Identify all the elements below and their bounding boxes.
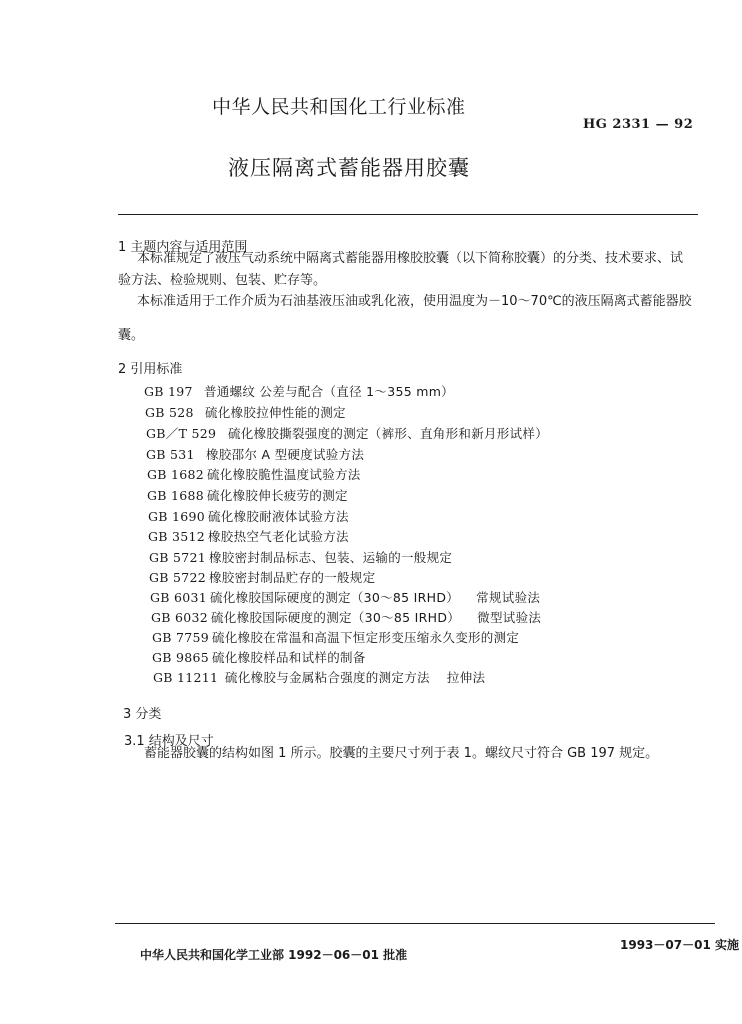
reference-item (145, 403, 346, 421)
reference-title: 硫化橡胶国际硬度的测定（30～85 IRHD） 常规试验法 (210, 590, 541, 605)
reference-item (152, 648, 366, 666)
document-title: 液压隔离式蓄能器用胶囊 (228, 156, 470, 180)
reference-title: 硫化橡胶伸长疲劳的测定 (207, 488, 348, 503)
reference-code: GB 7759 (152, 630, 210, 645)
reference-code: GB 1690 (148, 509, 206, 524)
header-divider (118, 214, 698, 215)
reference-code: GB／T 529 (146, 426, 217, 441)
reference-item (149, 568, 375, 586)
section-3-1-text: 蓄能器胶囊的结构如图 1 所示。胶囊的主要尺寸列于表 1。螺纹尺寸符合 GB 197 规定。 (144, 746, 659, 761)
reference-item (149, 548, 452, 566)
reference-code: GB 3512 (148, 529, 206, 544)
reference-code: GB 197 (144, 384, 193, 399)
reference-title: 普通螺纹 公差与配合（直径 1～355 mm） (204, 384, 454, 399)
reference-item (150, 588, 540, 606)
reference-code: GB 11211 (153, 670, 219, 685)
reference-code: GB 9865 (152, 650, 210, 665)
section-1-heading: 1 主题内容与适用范围 (118, 240, 248, 255)
reference-item (146, 445, 364, 463)
footer-divider (115, 923, 715, 924)
reference-title: 硫化橡胶国际硬度的测定（30～85 IRHD） 微型试验法 (211, 610, 542, 625)
reference-item (151, 608, 541, 626)
section-1-para-2-line-2: 囊。 (118, 328, 145, 343)
reference-code: GB 1688 (147, 488, 205, 503)
reference-title: 硫化橡胶与金属粘合强度的测定方法 拉伸法 (225, 670, 486, 685)
reference-item (146, 424, 548, 442)
reference-title: 橡胶密封制品标志、包装、运输的一般规定 (209, 550, 453, 565)
reference-item (147, 465, 361, 483)
approval-statement: 中华人民共和国化学工业部 1992－06－01 批准 (140, 948, 408, 962)
implementation-date: 1993－07－01 实施 (620, 938, 739, 952)
reference-title: 硫化橡胶脆性温度试验方法 (207, 467, 361, 482)
reference-title: 硫化橡胶耐液体试验方法 (208, 509, 349, 524)
reference-title: 橡胶密封制品贮存的一般规定 (209, 570, 376, 585)
reference-item (147, 486, 348, 504)
section-3-heading: 3 分类 (123, 707, 162, 722)
reference-code: GB 531 (146, 447, 195, 462)
reference-title: 硫化橡胶拉伸性能的测定 (205, 405, 346, 420)
section-1-para-2-line-1: 本标准适用于工作介质为石油基液压油或乳化液，使用温度为－10～70℃的液压隔离式蓄能器胶 (137, 294, 692, 309)
section-3-1-heading: 3.1 结构及尺寸 (124, 734, 214, 749)
reference-title: 硫化橡胶样品和试样的制备 (212, 650, 366, 665)
standard-code: HG 2331 — 92 (583, 117, 694, 132)
reference-code: GB 5721 (149, 550, 207, 565)
reference-code: GB 1682 (147, 467, 205, 482)
reference-item (148, 507, 349, 525)
reference-code: GB 5722 (149, 570, 207, 585)
reference-code: GB 6032 (151, 610, 209, 625)
standard-organization: 中华人民共和国化工行业标准 (212, 96, 466, 118)
reference-title: 硫化橡胶在常温和高温下恒定形变压缩永久变形的测定 (212, 630, 520, 645)
reference-item (148, 527, 349, 545)
reference-title: 橡胶热空气老化试验方法 (208, 529, 349, 544)
reference-code: GB 528 (145, 405, 194, 420)
reference-title: 硫化橡胶撕裂强度的测定（裤形、直角形和新月形试样） (228, 426, 549, 441)
section-1-para-1-line-1: 本标准规定了液压气动系统中隔离式蓄能器用橡胶胶囊（以下简称胶囊）的分类、技术要求、试 (137, 251, 684, 266)
section-1-para-1-line-2: 验方法、检验规则、包装、贮存等。 (118, 273, 327, 288)
reference-item (144, 382, 454, 400)
section-2-heading: 2 引用标准 (118, 362, 183, 377)
reference-item (153, 668, 485, 686)
reference-title: 橡胶邵尔 A 型硬度试验方法 (206, 447, 365, 462)
reference-code: GB 6031 (150, 590, 208, 605)
reference-item (152, 628, 519, 646)
